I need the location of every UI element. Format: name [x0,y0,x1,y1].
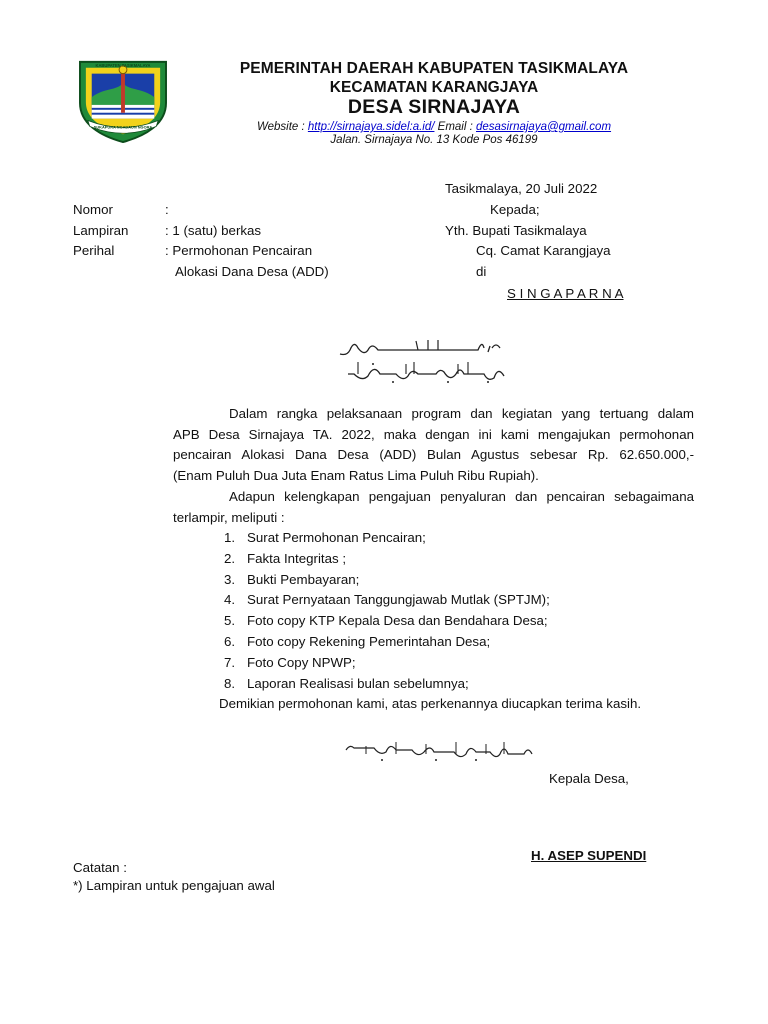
letterhead-village: DESA SIRNAJAYA [347,96,521,118]
body-line: Dalam rangka pelaksanaan program dan kegiatan yang tertuang dalam [229,406,694,421]
list-item: 2. Fakta Integritas ; [224,550,347,566]
list-item-text: Foto Copy NPWP; [247,654,356,670]
recipient-kepada: Kepada; [490,202,540,217]
note-text: *) Lampiran untuk pengajuan awal [73,878,275,893]
place-date: Tasikmalaya, 20 Juli 2022 [445,181,598,196]
list-item-text: Foto copy KTP Kepala Desa dan Bendahara Desa; [247,613,548,629]
list-item: 5. Foto copy KTP Kepala Desa dan Bendahara Desa; [224,613,548,629]
list-item: 6. Foto copy Rekening Pemerintahan Desa; [224,633,491,649]
list-item-text: Surat Permohonan Pencairan; [247,530,426,545]
letterhead-contact [180,121,688,133]
letterhead-government: PEMERINTAH DAERAH KABUPATEN TASIKMALAYA [239,60,629,77]
nomor-value: : [165,202,169,217]
perihal-value-2: Alokasi Dana Desa (ADD) [175,264,329,279]
logo-caption-bottom: SUKAPURA NGADAUN NGORA [93,124,153,130]
lampiran-label: Lampiran [73,223,129,238]
recipient-di: di [476,264,487,279]
signature-title: Kepala Desa, [549,771,629,786]
lampiran-value: : 1 (satu) berkas [165,223,262,238]
list-item: 3. Bukti Pembayaran; [224,571,360,587]
recipient-cq: Cq. Camat Karangjaya [476,243,611,258]
attachment-list [224,530,550,696]
closing-sentence: Demikian permohonan kami, atas perkenannya diucapkan terima kasih. [219,696,642,711]
list-item-text: Surat Pernyataan Tanggungjawab Mutlak (SPTJM); [247,592,550,608]
recipient-city: S I N G A P A R N A [507,286,624,301]
perihal-value-1: : Permohonan Pencairan [165,243,313,258]
list-item: 4. Surat Pernyataan Tanggungjawab Mutlak (SPTJM); [224,592,550,608]
email-link[interactable]: desasirnajaya@gmail.com [476,121,612,133]
logo-caption-top: KABUPATEN TASIKMALAYA [95,62,151,68]
tasikmalaya-regency-logo [74,58,172,144]
recipient-yth: Yth. Bupati Tasikmalaya [445,223,587,238]
email-label: Email : [434,121,476,133]
website-label: Website : [256,121,308,133]
list-item: 7. Foto Copy NPWP; [224,654,356,670]
body-line: pencairan Alokasi Dana Desa (ADD) Bulan Agustus sebesar Rp. 62.650.000,- [173,447,694,463]
list-item: 1. Surat Permohonan Pencairan; [224,530,426,545]
body-line: APB Desa Sirnajaya TA. 2022, maka dengan ini kami mengajukan permohonan [173,426,694,442]
list-item-text: Laporan Realisasi bulan sebelumnya; [247,675,469,691]
perihal-label: Perihal [73,243,115,258]
list-item: 8. Laporan Realisasi bulan sebelumnya; [224,675,469,691]
body-line: Adapun kelengkapan pengajuan penyaluran dan pencairan sebagaimana [229,488,694,504]
body-line: (Enam Puluh Dua Juta Enam Ratus Lima Puluh Ribu Rupiah). [173,468,539,484]
nomor-label: Nomor [73,202,113,217]
list-item-text: Fakta Integritas ; [247,550,347,566]
signatory-name: H. ASEP SUPENDI [531,848,647,863]
body-line: terlampir, meliputi : [173,509,285,525]
letterhead-district: KECAMATAN KARANGJAYA [329,79,539,96]
letterhead-address: Jalan. Sirnajaya No. 13 Kode Pos 46199 [330,134,538,146]
body-paragraph-1 [173,404,694,528]
closing-greeting-calligraphy [336,738,536,764]
bismillah-calligraphy [318,334,508,388]
list-item-text: Bukti Pembayaran; [247,571,360,587]
note-label: Catatan : [73,860,127,875]
website-link[interactable]: http://sirnajaya.sidel:a.id/ [307,121,435,133]
list-item-text: Foto copy Rekening Pemerintahan Desa; [247,633,491,649]
